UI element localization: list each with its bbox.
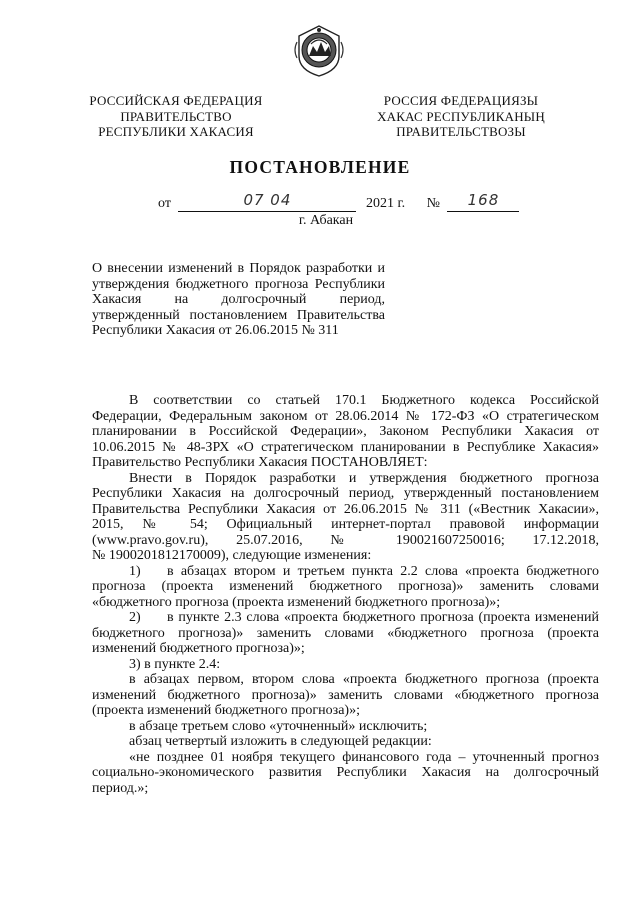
body-line: (проекта изменений бюджетного прогноза)»; [92, 703, 360, 718]
body-line: Республики Хакасия на долгосрочный период, утвержденный постановлением [92, 486, 599, 501]
date-handwritten: 07 04 [243, 191, 292, 209]
header-left [78, 93, 274, 140]
body-line: 3) в пункте 2.4: [129, 656, 221, 672]
body-line: изменений бюджетного прогноза)» заменить словами «бюджетного прогноза [92, 687, 599, 703]
item-2 [92, 610, 599, 657]
body-line: планировании в Российской Федерации», Законом Республики Хакасия от [92, 424, 599, 439]
document-title: ПОСТАНОВЛЕНИЕ [229, 157, 411, 177]
item-number: 2) [129, 610, 141, 625]
number-field [447, 191, 519, 212]
body-line: бюджетного прогноза)» заменить словами «бюджетного прогноза (проекта [92, 625, 599, 641]
coat-of-arms-emblem [291, 22, 347, 78]
body-line: Внести в Порядок разработки и утверждения бюджетного прогноза [129, 470, 599, 486]
body-line: № 1900201812170009), следующие изменения: [92, 548, 372, 563]
subject-line: утвержденный постановлением Правительства [92, 307, 385, 323]
year-label: 2021 г. [365, 196, 406, 211]
body-line: 10.06.2015 № 48-ЗРХ «О стратегическом планировании в Республике Хакасия» [92, 439, 599, 455]
body-line: «не позднее 01 ноября текущего финансового года – уточненный прогноз [129, 749, 599, 765]
body-line: изменений бюджетного прогноза)»; [92, 641, 305, 656]
body-line: «бюджетного прогноза (проекта изменений бюджетного прогноза)»; [92, 594, 501, 610]
body-line: прогноза (проекта изменений бюджетного прогноза)» заменить словами [92, 579, 599, 594]
body-line: (www.pravo.gov.ru), 25.07.2016, № 190021607250016; 17.12.2018, [92, 532, 599, 548]
subject-line: О внесении изменений в Порядок разработки и [92, 261, 385, 276]
body-line: Федерации, Федеральным законом от 28.06.2014 № 172-ФЗ «О стратегическом [92, 408, 599, 424]
body-line: Правительства Республики Хакасия от 26.06.2015 № 311 («Вестник Хакасии», [92, 501, 599, 517]
body-line: абзац четвертый изложить в следующей редакции: [129, 734, 432, 749]
header-right [356, 93, 566, 140]
header-left-line: РОССИЙСКАЯ ФЕДЕРАЦИЯ [89, 93, 263, 108]
paragraph-resolution [92, 471, 599, 564]
body-line: Правительство Республики Хакасия ПОСТАНОВЛЯЕТ: [92, 455, 428, 470]
header-left-line: РЕСПУБЛИКИ ХАКАСИЯ [98, 124, 254, 139]
subject-line: Хакасия на долгосрочный период, [92, 292, 385, 307]
item-text: в пункте 2.3 слова «проекта бюджетного прогноза (проекта изменений [167, 610, 599, 625]
city: г. Абакан [298, 213, 354, 228]
body-line: в абзацах первом, втором слова «проекта бюджетного прогноза (проекта [129, 672, 599, 687]
subject-line: утверждения бюджетного прогноза Республики [92, 276, 385, 292]
item-text: в абзацах втором и третьем пункта 2.2 слова «проекта бюджетного [167, 563, 599, 579]
document-body [92, 393, 599, 796]
body-line: В соответствии со статьей 170.1 Бюджетного кодекса Российской [129, 393, 599, 408]
date-number-line [158, 191, 519, 212]
item-3 [92, 657, 599, 797]
header-right-line: РОССИЯ ФЕДЕРАЦИЯЗЫ [383, 93, 539, 108]
header-right-line: ХАКАС РЕСПУБЛИКАНЫҢ [377, 108, 545, 124]
date-field [178, 191, 356, 212]
body-line [92, 610, 599, 626]
number-label: № [426, 196, 440, 211]
body-line: 2015, № 54; Официальный интернет-портал правовой информации [92, 517, 599, 532]
item-number: 1) [129, 563, 141, 579]
subject-line: Республики Хакасия от 26.06.2015 № 311 [92, 323, 339, 338]
body-line: в абзаце третьем слово «уточненный» исключить; [129, 718, 428, 734]
number-handwritten: 168 [467, 191, 500, 209]
header-left-line: ПРАВИТЕЛЬСТВО [120, 108, 232, 124]
paragraph-preamble [92, 393, 599, 471]
body-line: социально-экономического развития Республики Хакасия на долгосрочный [92, 765, 599, 780]
from-label: от [158, 196, 171, 211]
item-1 [92, 564, 599, 611]
header-right-line: ПРАВИТЕЛЬСТВОЗЫ [396, 124, 526, 139]
body-line [92, 564, 599, 580]
subject-block [92, 261, 385, 339]
body-line: период.»; [92, 780, 149, 796]
coat-of-arms-icon [291, 22, 347, 78]
